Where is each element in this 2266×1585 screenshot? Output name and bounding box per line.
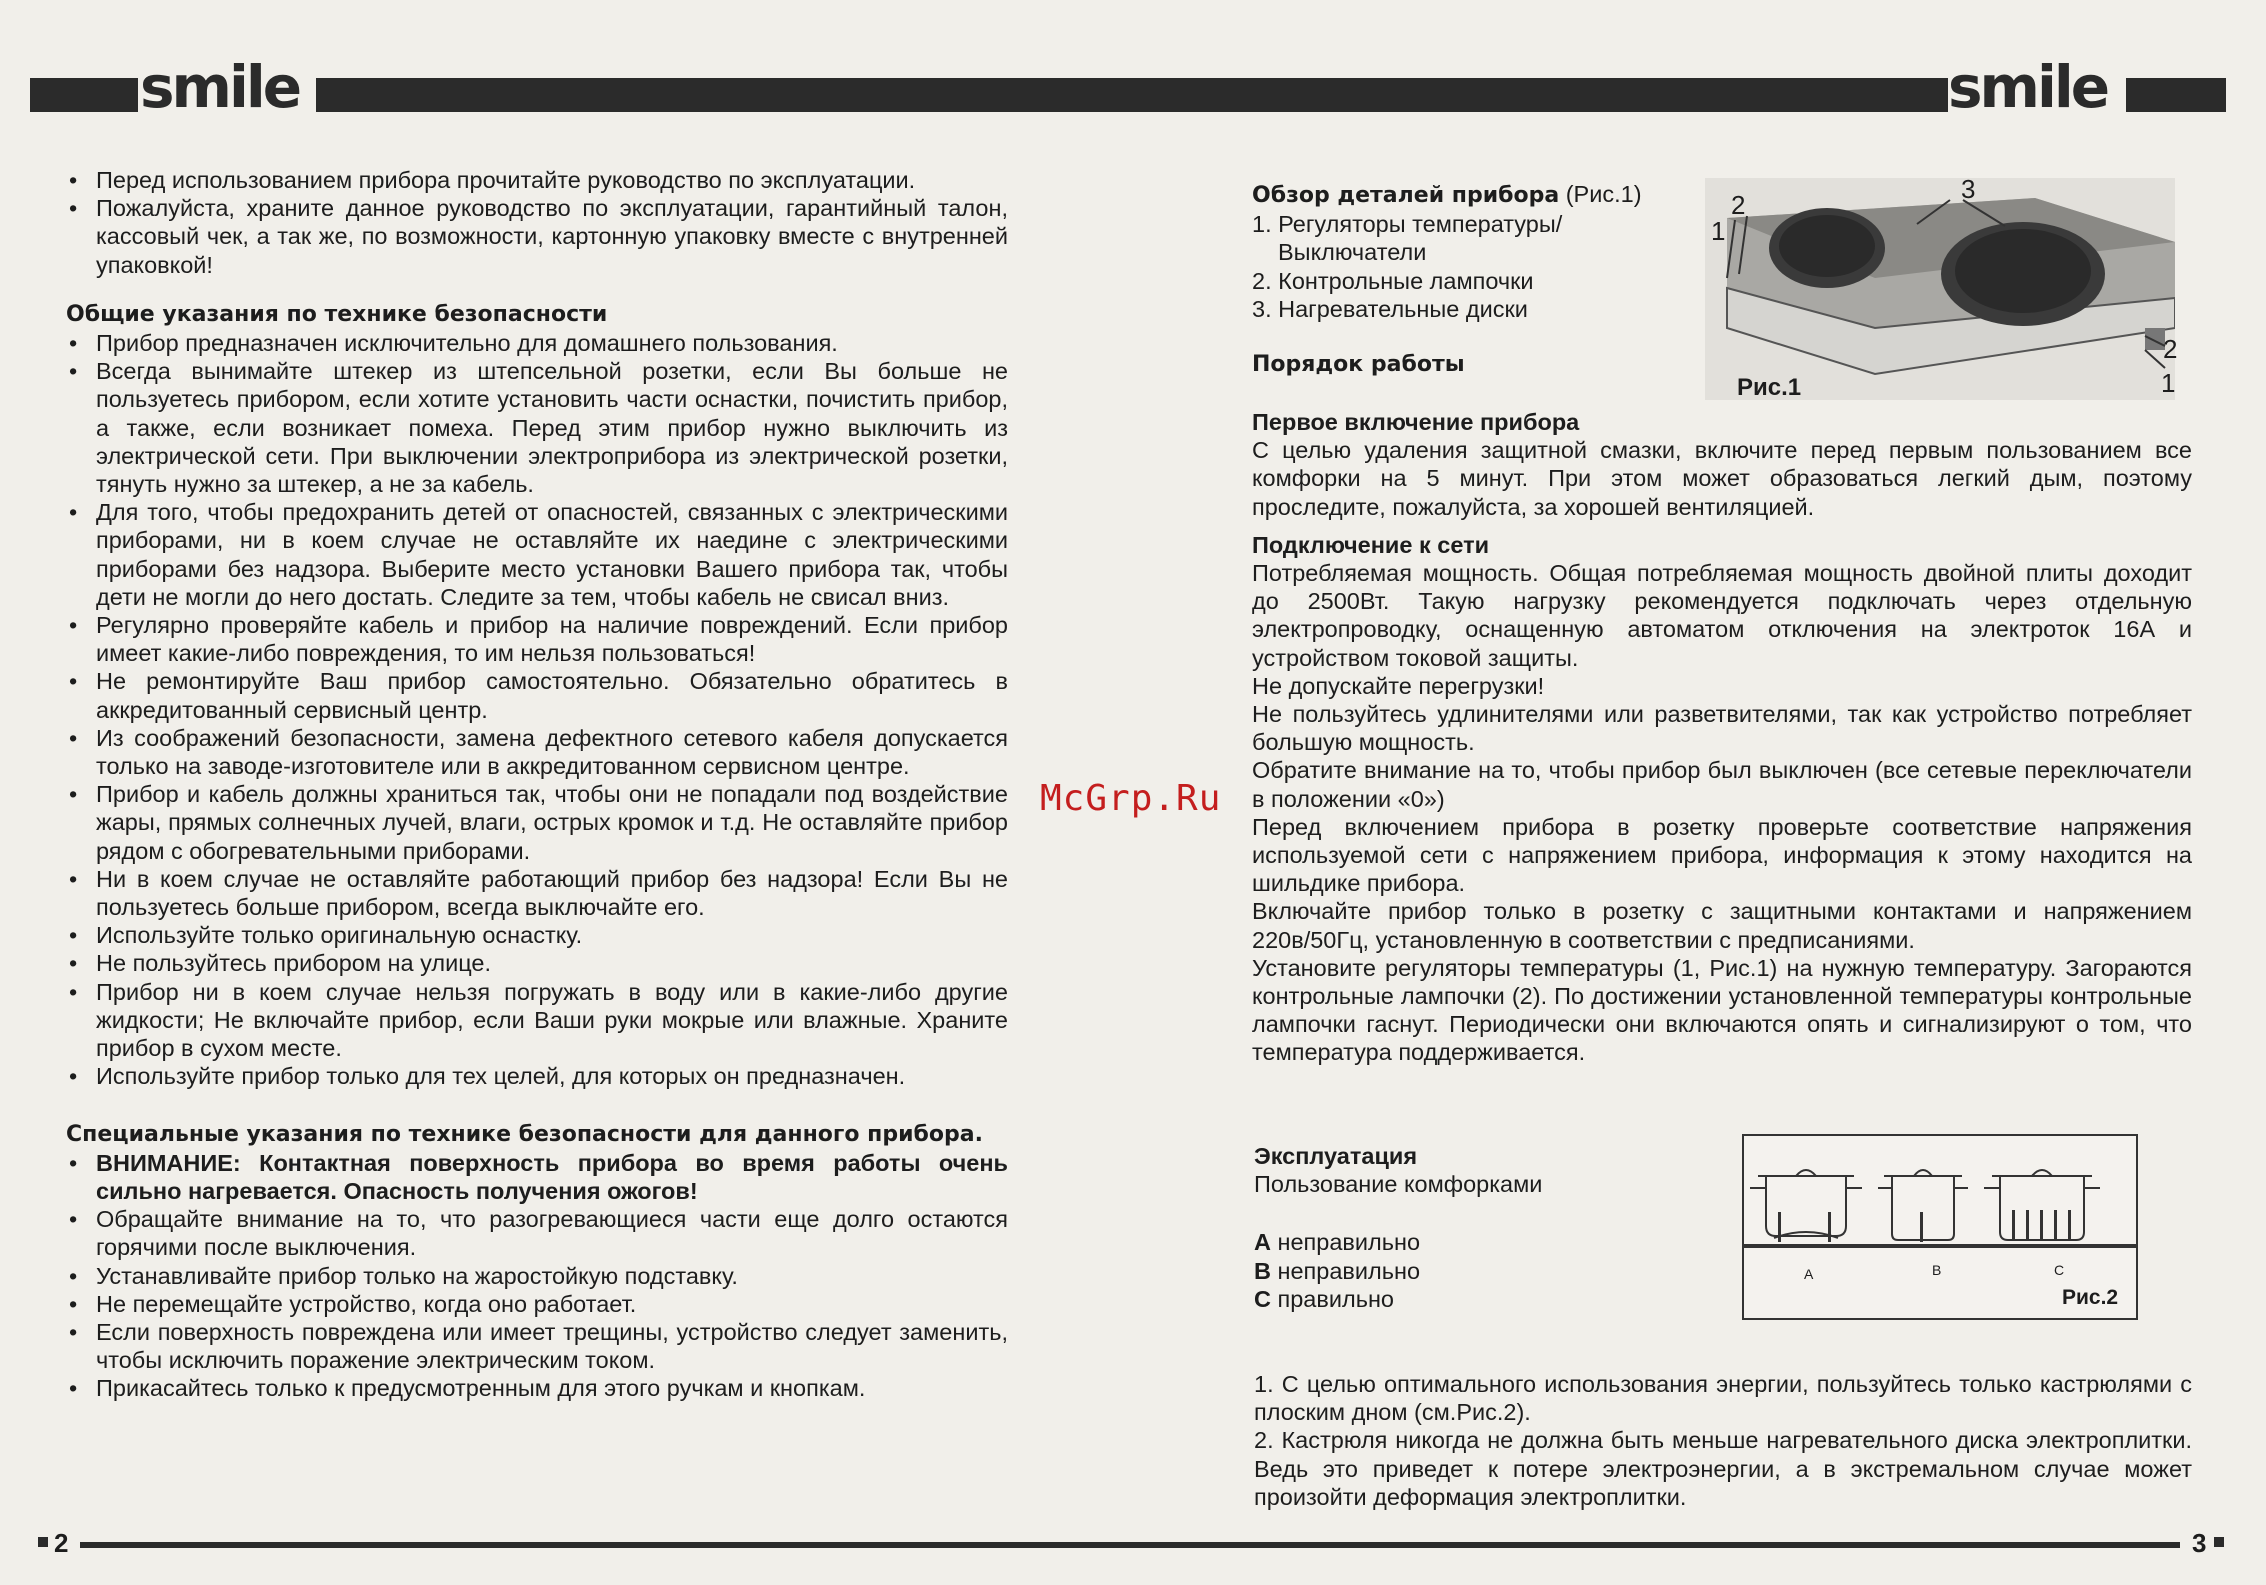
list-item: • Регулярно проверяйте кабель и прибор на наличие повреждений. Если прибор имеет какие-либо повреждения, то им нельзя пользоваться!: [66, 611, 1008, 667]
list-item: • Не ремонтируйте Ваш прибор самостоятельно. Обязательно обратитесь в аккредитованный сервисный центр.: [66, 667, 1008, 723]
list-item: • Прикасайтесь только к предусмотренным для этого ручкам и кнопкам.: [66, 1374, 1008, 1402]
notes-section: [1254, 1370, 2192, 1511]
special-list: [66, 1149, 1008, 1403]
list-item: • Если поверхность повреждена или имеет трещины, устройство следует заменить, чтобы исключить поражение электрическим током.: [66, 1318, 1008, 1374]
fig1-label: 3: [1961, 174, 1976, 204]
list-item: • Ни в коем случае не оставляйте работающий прибор без надзора! Если Вы не пользуетесь больше прибором, всегда выключайте его.: [66, 865, 1008, 921]
warning-text: Контактная поверхность прибора во время работы очень сильно нагревается. Опасность получения ожогов!: [96, 1149, 1008, 1204]
network-paragraph: Не пользуйтесь удлинителями или разветвителями, так как устройство потребляет большую мощность.: [1252, 701, 2192, 756]
brand-logo-right: smile: [1948, 53, 2108, 121]
option-text: неправильно: [1270, 1257, 1421, 1284]
order-heading: Порядок работы: [1252, 352, 1465, 378]
option-letter: А: [1254, 1229, 1271, 1256]
left-column: [66, 166, 1008, 1403]
warning-item: [66, 1149, 1008, 1205]
option-letter: В: [1254, 1257, 1271, 1284]
right-overview: [1252, 180, 1712, 379]
list-item: • Не пользуйтесь прибором на улице.: [66, 949, 1008, 977]
list-item: • Используйте прибор только для тех целей, для которых он предназначен.: [66, 1062, 1008, 1090]
watermark: McGrp.Ru: [1040, 778, 1222, 819]
list-item: • Не перемещайте устройство, когда оно работает.: [66, 1290, 1008, 1318]
right-main: [1252, 408, 2192, 1067]
fig1-caption: Рис.1: [1737, 374, 1802, 401]
fig1-label: 1: [2161, 368, 2176, 398]
fig2-label: B: [1932, 1262, 1942, 1278]
fig1-label: 2: [2163, 334, 2178, 364]
footer-square-right: [2214, 1537, 2224, 1547]
overview-item: 3. Нагревательные диски: [1252, 295, 1528, 322]
fig2-caption: Рис.2: [2062, 1286, 2119, 1309]
list-item: • Для того, чтобы предохранить детей от опасностей, связанных с электрическими приборами, ни в коем случае не оставляйте их наедине с электрическими приборами без надзора. Выберите место установки Вашего прибора так, чтобы дети не могли до него достать. Следите за тем, чтобы кабель не свисал вниз.: [66, 498, 1008, 611]
special-heading: Специальные указания по технике безопасности для данного прибора.: [66, 1121, 983, 1147]
list-item: • Из соображений безопасности, замена дефектного сетевого кабеля допускается только на заводе-изготовителе или в аккредитованном сервисном центре.: [66, 724, 1008, 780]
page-number-left: 2: [54, 1528, 69, 1558]
network-heading: Подключение к сети: [1252, 531, 1490, 558]
figure-2-pots: [1742, 1134, 2138, 1320]
figure-1-hotplate: [1705, 174, 2178, 401]
list-item: • Прибор и кабель должны храниться так, чтобы они не попадали под воздействие жары, прямых солнечных лучей, влаги, острых кромок и т.д. Не оставляйте прибор рядом с обогревательными приборами.: [66, 780, 1008, 865]
list-item: • Используйте только оригинальную оснастку.: [66, 921, 1008, 949]
list-item: • Обращайте внимание на то, что разогревающиеся части еще долго остаются горячими после выключения.: [66, 1205, 1008, 1261]
fig2-label: A: [1804, 1266, 1814, 1282]
option-letter: С: [1254, 1285, 1271, 1312]
header-bar-right: [2126, 78, 2226, 112]
header-bar-left: [30, 78, 138, 112]
header-bar-center: [316, 78, 1948, 112]
note-1: 1. С целью оптимального использования энергии, пользуйтесь только кастрюлями с плоским дном (см.Рис.2).: [1254, 1371, 2192, 1426]
list-item: • Устанавливайте прибор только на жаростойкую подставку.: [66, 1262, 1008, 1290]
first-use-heading: Первое включение прибора: [1252, 409, 1580, 435]
list-item: • Прибор ни в коем случае нельзя погружать в воду или в какие-либо другие жидкости; Не включайте прибор, если Ваши руки мокрые или влажные. Храните прибор в сухом месте.: [66, 978, 1008, 1063]
footer-square-left: [38, 1537, 48, 1547]
hotplate-illustration: [1705, 178, 2178, 400]
footer-bar: [80, 1542, 2180, 1548]
network-paragraph: Установите регуляторы температуры (1, Рис.1) на нужную температуру. Загораются контрольные лампочки (2). По достижении установленной температуры контрольные лампочки гаснут. Периодически они включаются опять и сигнализируют о том, что температура поддерживается.: [1252, 954, 2192, 1066]
network-paragraph: Потребляемая мощность. Общая потребляемая мощность двойной плиты доходит до 2500Вт. Такую нагрузку рекомендуется подключать через отдельную электропроводку, оснащенную автоматом отключения на электроток 16А и устройством токовой защиты.: [1252, 560, 2192, 671]
list-item: • Всегда вынимайте штекер из штепсельной розетки, если Вы больше не пользуетесь прибором, если хотите установить части оснастки, почистить прибор, а также, если возникает помеха. Перед этим прибор нужно выключить из электрической сети. При выключении электроприбора из электрической розетки, тянуть нужно за штекер, а не за кабель.: [66, 357, 1008, 498]
overview-item: 1. Регуляторы температуры/: [1252, 211, 1563, 238]
operation-subheading: Пользование комфорками: [1254, 1171, 1543, 1198]
first-use-text: С целью удаления защитной смазки, включите перед первым пользованием все комфорки на 5 минут. При этом может образоваться легкий дым, поэтому проследите, пожалуйста, за хорошей вентиляцией.: [1252, 437, 2192, 520]
safety-heading: Общие указания по технике безопасности: [66, 301, 608, 327]
network-paragraph: Включайте прибор только в розетку с защитными контактами и напряжением 220в/50Гц, установленную в соответствии с предписаниями.: [1252, 898, 2192, 953]
fig2-label: C: [2054, 1262, 2065, 1278]
overview-item: 2. Контрольные лампочки: [1252, 267, 1534, 294]
fig1-label: 1: [1711, 216, 1726, 246]
option-b: [1254, 1257, 1714, 1285]
warning-label: ВНИМАНИЕ:: [96, 1149, 241, 1176]
network-paragraph: Перед включением прибора в розетку проверьте соответствие напряжения используемой сети с напряжением прибора, информация к этому находится на шильдике прибора.: [1252, 813, 2192, 897]
fig1-label: 2: [1731, 190, 1746, 220]
option-a: [1254, 1228, 1714, 1256]
list-item: • Прибор предназначен исключительно для домашнего пользования.: [66, 329, 1008, 357]
overview-item: Выключатели: [1278, 239, 1427, 266]
option-text: неправильно: [1270, 1229, 1421, 1256]
note-2: 2. Кастрюля никогда не должна быть меньше нагревательного диска электроплитки. Ведь это приведет к потере электроэнергии, а в экстремальном случае может произойти деформация электроплитки.: [1254, 1427, 2192, 1510]
safety-list: [66, 329, 1008, 1090]
option-c: [1254, 1285, 1714, 1313]
overview-heading: Обзор деталей прибора: [1252, 183, 1560, 208]
network-paragraph: Не допускайте перегрузки!: [1252, 672, 1545, 699]
intro-list: [66, 166, 1008, 279]
option-text: правильно: [1270, 1285, 1394, 1312]
overview-ref: (Рис.1): [1559, 181, 1642, 207]
brand-logo-left: smile: [140, 53, 300, 121]
page-number-right: 3: [2192, 1528, 2207, 1558]
list-item: • Пожалуйста, храните данное руководство по эксплуатации, гарантийный талон, кассовый чек, а так же, по возможности, картонную упаковку вместе с внутренней упаковкой!: [66, 194, 1008, 279]
operation-heading: Эксплуатация: [1254, 1143, 1418, 1169]
network-paragraph: Обратите внимание на то, чтобы прибор был выключен (все сетевые переключатели в положении «0»): [1252, 757, 2192, 812]
operation-section: [1254, 1142, 1714, 1313]
list-item: • Перед использованием прибора прочитайте руководство по эксплуатации.: [66, 166, 1008, 194]
